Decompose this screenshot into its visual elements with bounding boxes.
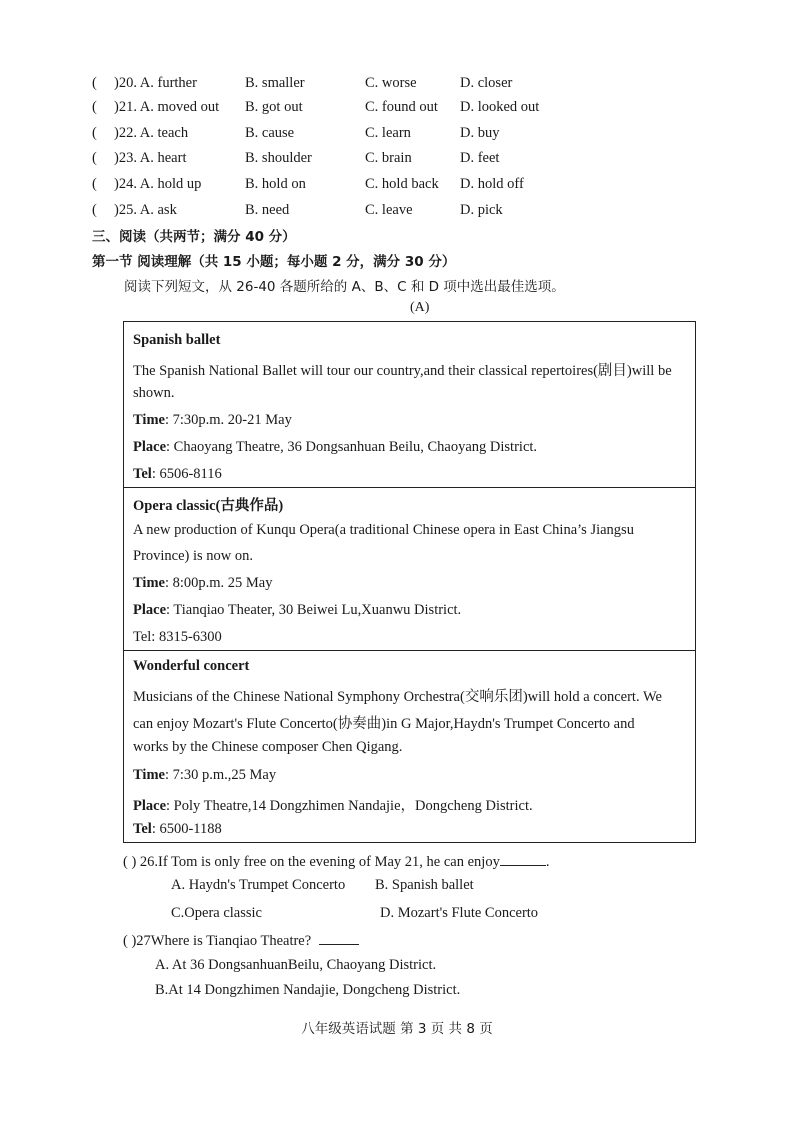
option-c: C. found out: [365, 99, 438, 115]
option-a: )24. A. hold up: [114, 176, 202, 192]
ad-title: Opera classic(古典作品): [133, 498, 284, 514]
place-label: Place: [133, 602, 167, 618]
option-d: D. closer: [460, 75, 513, 91]
option-a: )25. A. ask: [114, 202, 177, 218]
ad-text: The Spanish National Ballet will tour our country,and their classical repertoires(剧目)will be: [133, 363, 672, 379]
answer-paren: (: [92, 75, 97, 91]
passage-label: (A): [410, 300, 430, 315]
instruction-text: 阅读下列短文，从 26-40 各题所给的 A、B、C 和 D 项中选出最佳选项。: [124, 279, 565, 295]
ad-table: [123, 321, 696, 843]
q26-option-a: A. Haydn's Trumpet Concerto: [171, 877, 346, 893]
place-value: : Tianqiao Theater, 30 Beiwei Lu,Xuanwu District.: [166, 602, 462, 618]
tel-value: : 6500-1188: [151, 821, 222, 837]
answer-paren: (: [92, 99, 97, 115]
question-27: [123, 930, 359, 950]
option-a: )23. A. heart: [114, 150, 187, 166]
option-b: B. smaller: [245, 75, 305, 91]
answer-paren: (: [92, 150, 97, 166]
ad-title: Spanish ballet: [133, 332, 221, 348]
ad-time: [133, 767, 276, 784]
option-c: C. leave: [365, 202, 413, 218]
option-c: C. brain: [365, 150, 412, 166]
time-label: Time: [133, 412, 165, 428]
q26-option-c: C.Opera classic: [171, 905, 262, 921]
tel-label: Tel: [133, 466, 152, 482]
option-a: )22. A. teach: [114, 125, 189, 141]
ad-place: [133, 602, 461, 619]
q27-option-b: B.At 14 Dongzhimen Nandajie, Dongcheng District.: [155, 982, 461, 998]
page-footer: 八年级英语试题 第 3 页 共 8 页: [301, 1021, 493, 1037]
option-row-24: [92, 176, 712, 198]
option-c: C. learn: [365, 125, 411, 141]
option-b: B. hold on: [245, 176, 306, 192]
q26-option-d: D. Mozart's Flute Concerto: [380, 905, 539, 921]
option-a: )20. A. further: [114, 75, 197, 91]
time-value: : 7:30 p.m.,25 May: [164, 767, 277, 783]
time-value: : 8:00p.m. 25 May: [164, 575, 273, 591]
option-b: B. shoulder: [245, 150, 312, 166]
time-value: : 7:30p.m. 20-21 May: [164, 412, 292, 428]
ad-tel: Tel: 8315-6300: [133, 629, 222, 645]
option-row-22: [92, 125, 712, 147]
answer-paren: (: [92, 125, 97, 141]
option-b: B. got out: [245, 99, 303, 115]
question-end: .: [545, 854, 550, 870]
ad-text: shown.: [133, 385, 175, 401]
ad-title: Wonderful concert: [133, 658, 250, 674]
ad-text: works by the Chinese composer Chen Qigang.: [133, 739, 403, 755]
section-heading: 三、阅读（共两节；满分 40 分）: [92, 229, 296, 245]
option-row-23: [92, 150, 712, 172]
ad-place: [133, 794, 533, 815]
part-heading: 第一节 阅读理解（共 15 小题；每小题 2 分，满分 30 分）: [92, 254, 456, 270]
place-value: : Poly Theatre,14 Dongzhimen Nandajie，Dongcheng District.: [166, 798, 533, 814]
answer-blank: [319, 930, 359, 945]
question-stem: ( )27Where is Tianqiao Theatre?: [123, 933, 312, 949]
row-divider: [124, 487, 695, 488]
question-stem: ( ) 26.If Tom is only free on the evening of May 21, he can enjoy: [123, 854, 500, 870]
q27-option-a: A. At 36 DongsanhuanBeilu, Chaoyang District.: [155, 957, 437, 973]
ad-text: can enjoy Mozart's Flute Concerto(协奏曲)in G Major,Haydn's Trumpet Concerto and: [133, 716, 635, 732]
ad-time: [133, 575, 273, 592]
option-d: D. looked out: [460, 99, 540, 115]
option-c: C. worse: [365, 75, 417, 91]
tel-value: : 6506-8116: [151, 466, 222, 482]
answer-blank: [500, 851, 546, 866]
ad-text: A new production of Kunqu Opera(a traditional Chinese opera in East China’s Jiangsu: [133, 522, 634, 538]
ad-text: Musicians of the Chinese National Symphony Orchestra(交响乐团)will hold a concert. We: [133, 689, 662, 705]
option-row-21: [92, 99, 712, 121]
ad-time: [133, 412, 292, 429]
ad-text: Province) is now on.: [133, 548, 254, 564]
time-label: Time: [133, 767, 165, 783]
tel-label: Tel: [133, 821, 152, 837]
option-d: D. pick: [460, 202, 503, 218]
question-26: [123, 851, 549, 871]
option-d: D. hold off: [460, 176, 524, 192]
ad-tel: [133, 466, 222, 483]
place-label: Place: [133, 439, 167, 455]
answer-paren: (: [92, 176, 97, 192]
time-label: Time: [133, 575, 165, 591]
option-c: C. hold back: [365, 176, 439, 192]
option-row-20: [92, 75, 712, 97]
row-divider: [124, 650, 695, 651]
option-b: B. need: [245, 202, 290, 218]
option-a: )21. A. moved out: [114, 99, 220, 115]
ad-place: [133, 439, 537, 456]
place-label: Place: [133, 798, 167, 814]
option-b: B. cause: [245, 125, 295, 141]
option-row-25: [92, 202, 712, 224]
ad-tel: [133, 821, 222, 838]
option-d: D. feet: [460, 150, 500, 166]
place-value: : Chaoyang Theatre, 36 Dongsanhuan Beilu, Chaoyang District.: [166, 439, 538, 455]
q26-option-b: B. Spanish ballet: [375, 877, 474, 893]
answer-paren: (: [92, 202, 97, 218]
option-d: D. buy: [460, 125, 500, 141]
